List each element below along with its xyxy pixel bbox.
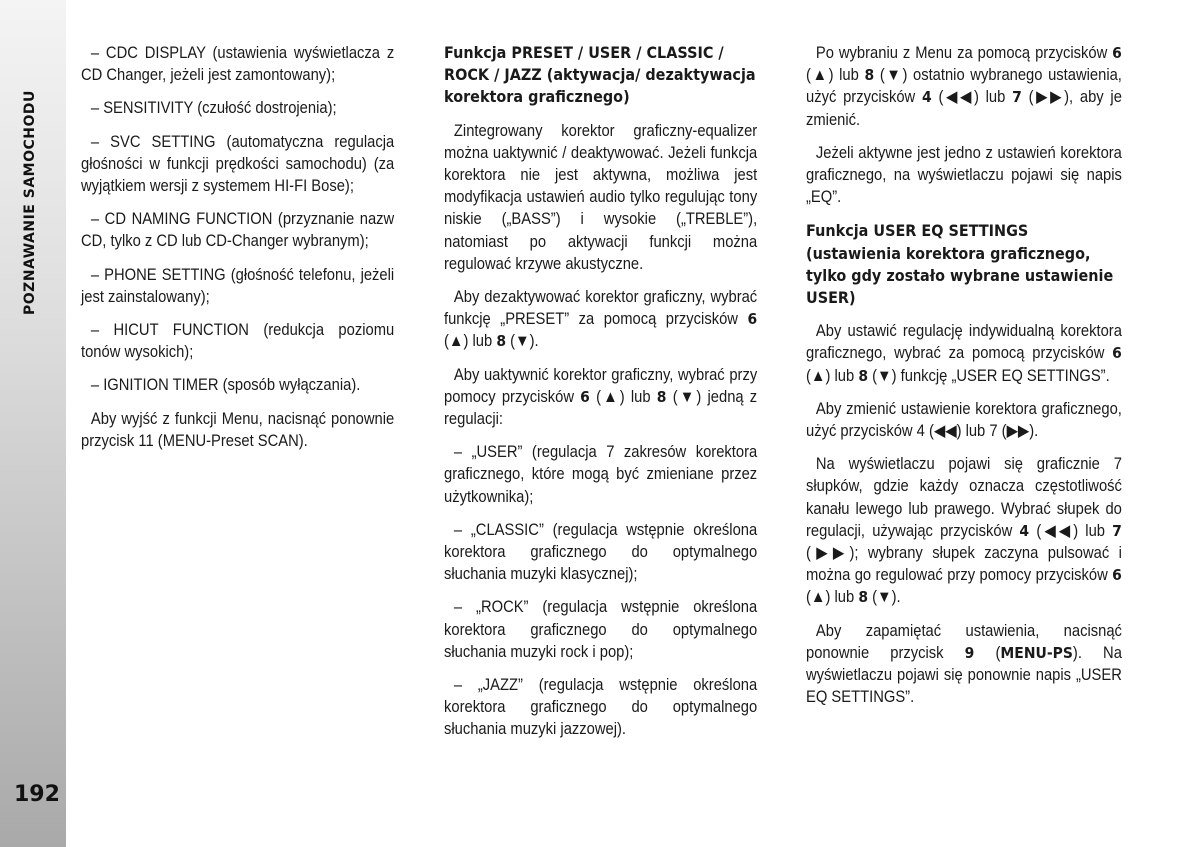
exit-menu-paragraph: Aby wyjść z funkcji Menu, nacisnąć ponownie przycisk 11 (MENU-Preset SCAN). <box>81 409 395 450</box>
text-column-1 <box>81 42 394 463</box>
menu-item-phone-setting: – PHONE SETTING (głośność telefonu, jeżeli jest zainstalowany); <box>81 265 395 306</box>
save-settings-paragraph: Aby zapamiętać ustawienia, nacisnąć ponownie przycisk 9 (MENU-PS). Na wyświetlaczu pojawi się ponownie napis „USER EQ SETTINGS”. <box>806 621 1122 707</box>
text-column-3 <box>806 42 1122 719</box>
menu-item-ignition-timer: – IGNITION TIMER (sposób wyłączania). <box>90 376 361 395</box>
activate-paragraph: Aby uaktywnić korektor graficzny, wybrać przy pomocy przycisków 6 (▲) lub 8 (▼) jedną z regulacji: <box>444 365 758 429</box>
menu-item-cd-naming: – CD NAMING FUNCTION (przyznanie nazw CD, tylko z CD lub CD-Changer wybranym); <box>81 210 395 251</box>
change-setting-paragraph: Po wybraniu z Menu za pomocą przycisków 6 (▲) lub 8 (▼) ostatnio wybranego ustawienia, użyć przycisków 4 (◀◀) lub 7 (▶▶), aby je zmienić. <box>806 44 1122 129</box>
preset-jazz-item: – „JAZZ” (regulacja wstępnie określona korektora graficznego do optymalnego słuchania muzyki jazzowej). <box>444 676 758 739</box>
preset-rock-item: – „ROCK” (regulacja wstępnie określona korektora graficznego do optymalnego słuchania muzyki rock i pop); <box>444 598 758 661</box>
page-number: 192 <box>14 782 60 807</box>
user-eq-select-paragraph: Aby ustawić regulację indywidualną korektora graficznego, wybrać za pomocą przycisków 6 (▲) lub 8 (▼) funkcję „USER EQ SETTINGS”. <box>806 322 1122 385</box>
section-heading-user-eq: Funkcja USER EQ SETTINGS (ustawienia korektora graficznego, tylko gdy zostało wybrane ustawienie USER) <box>806 221 1114 308</box>
section-title: POZNAWANIE SAMOCHODU <box>22 90 38 315</box>
deactivate-paragraph: Aby dezaktywować korektor graficzny, wybrać funkcję „PRESET” za pomocą przycisków 6 (▲) lub 8 (▼). <box>444 288 758 351</box>
menu-item-sensitivity: – SENSITIVITY (czułość dostrojenia); <box>90 99 337 118</box>
user-eq-change-paragraph: Aby zmienić ustawienie korektora graficznego, użyć przycisków 4 (◀◀) lub 7 (▶▶). <box>806 399 1122 441</box>
preset-user-item: – „USER” (regulacja 7 zakresów korektora graficznego, które mogą być zmieniane przez użytkownika); <box>444 443 758 506</box>
bars-paragraph: Na wyświetlaczu pojawi się graficznie 7 słupków, gdzie każdy oznacza częstotliwość kanału lewego lub prawego. Wybrać słupek do regulacji, używając przycisków 4 (◀◀) lub 7 (▶▶); wybrany słupek zaczyna pulsować i można go regulować przy pomocy przycisków 6 (▲) lub 8 (▼). <box>806 455 1122 607</box>
menu-item-hicut: – HICUT FUNCTION (redukcja poziomu tonów wysokich); <box>81 321 395 362</box>
equalizer-intro-paragraph: Zintegrowany korektor graficzny-equalizer można uaktywnić / deaktywować. Jeżeli funkcja korektora nie jest aktywna, możliwa jest modyfikacja ustawień audio tylko regulując tony niskie („BASS”) i wysokie („TREBLE”), natomiast po aktywacji funkcji można regulować krzywe akustyczne. <box>444 121 758 273</box>
menu-item-svc-setting: – SVC SETTING (automatyczna regulacja głośności w funkcji prędkości samochodu) (za wyjątkiem wersji z systemem HI-FI Bose); <box>81 132 395 196</box>
eq-display-paragraph: Jeżeli aktywne jest jedno z ustawień korektora graficznego, na wyświetlaczu pojawi się napis „EQ”. <box>806 143 1122 207</box>
menu-item-cdc-display: – CDC DISPLAY (ustawienia wyświetlacza z CD Changer, jeżeli jest zamontowany); <box>81 44 395 85</box>
section-heading-preset: Funkcja PRESET / USER / CLASSIC / ROCK / JAZZ (aktywacja/ dezaktywacja korektora graficznego) <box>444 43 756 107</box>
sidebar-band <box>0 0 66 847</box>
text-column-2 <box>444 42 757 752</box>
preset-classic-item: – „CLASSIC” (regulacja wstępnie określona korektora graficznego do optymalnego słuchania muzyki klasycznej); <box>444 520 758 584</box>
